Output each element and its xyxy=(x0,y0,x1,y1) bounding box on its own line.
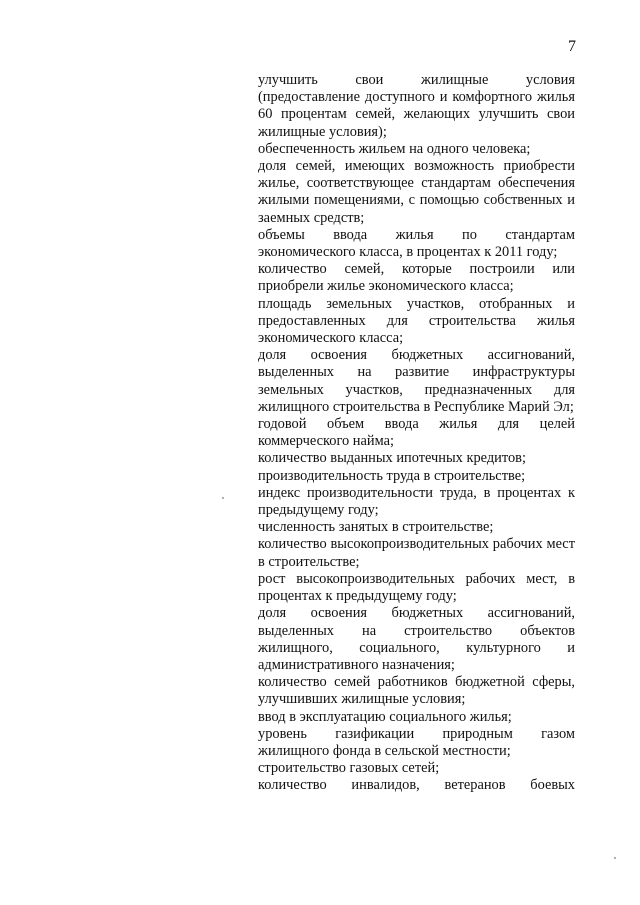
paragraph: количество семей, которые построили или приобрели жилье экономического класса; xyxy=(258,261,575,295)
paragraph: доля освоения бюджетных ассигнований, выделенных на строительство объектов жилищного, социального, культурного и административного назначения; xyxy=(258,605,575,673)
paragraph: площадь земельных участков, отобранных и предоставленных для строительства жилья экономического класса; xyxy=(258,295,575,347)
paragraph: производительность труда в строительстве; xyxy=(258,467,526,484)
paragraph: объемы ввода жилья по стандартам экономического класса, в процентах к 2011 году; xyxy=(258,226,575,261)
paragraph: доля освоения бюджетных ассигнований, выделенных на развитие инфраструктуры земельных участков, предназначенных для жилищного строительства в Республике Марий Эл; xyxy=(258,347,575,415)
paragraph: улучшить свои жилищные условия (предоставление доступного и комфортного жилья 60 процентам семей, желающих улучшить свои жилищные условия); xyxy=(258,72,575,140)
paragraph: рост высокопроизводительных рабочих мест, в процентах к предыдущему году; xyxy=(258,570,575,605)
scan-speck xyxy=(222,497,224,499)
paragraph: строительство газовых сетей; xyxy=(258,760,440,777)
paragraph: обеспеченность жильем на одного человека; xyxy=(258,140,531,157)
paragraph: количество выданных ипотечных кредитов; xyxy=(258,450,526,467)
scan-speck xyxy=(614,857,616,859)
paragraph: уровень газификации природным газом жилищного фонда в сельской местности; xyxy=(258,725,575,759)
paragraph: доля семей, имеющих возможность приобрести жилье, соответствующее стандартам обеспечения жилыми помещениями, с помощью собственных и заемных средств; xyxy=(258,158,575,226)
paragraph: ввод в эксплуатацию социального жилья; xyxy=(258,708,512,725)
paragraph: количество высокопроизводительных рабочих мест в строительстве; xyxy=(258,536,575,570)
page-number: 7 xyxy=(568,38,576,55)
paragraph: численность занятых в строительстве; xyxy=(258,519,494,536)
paragraph: годовой объем ввода жилья для целей коммерческого найма; xyxy=(258,416,575,450)
paragraph: количество инвалидов, ветеранов боевых xyxy=(258,777,575,794)
paragraph: количество семей работников бюджетной сферы, улучшивших жилищные условия; xyxy=(258,674,575,708)
paragraph: индекс производительности труда, в процентах к предыдущему году; xyxy=(258,484,575,519)
document-body xyxy=(258,72,575,795)
